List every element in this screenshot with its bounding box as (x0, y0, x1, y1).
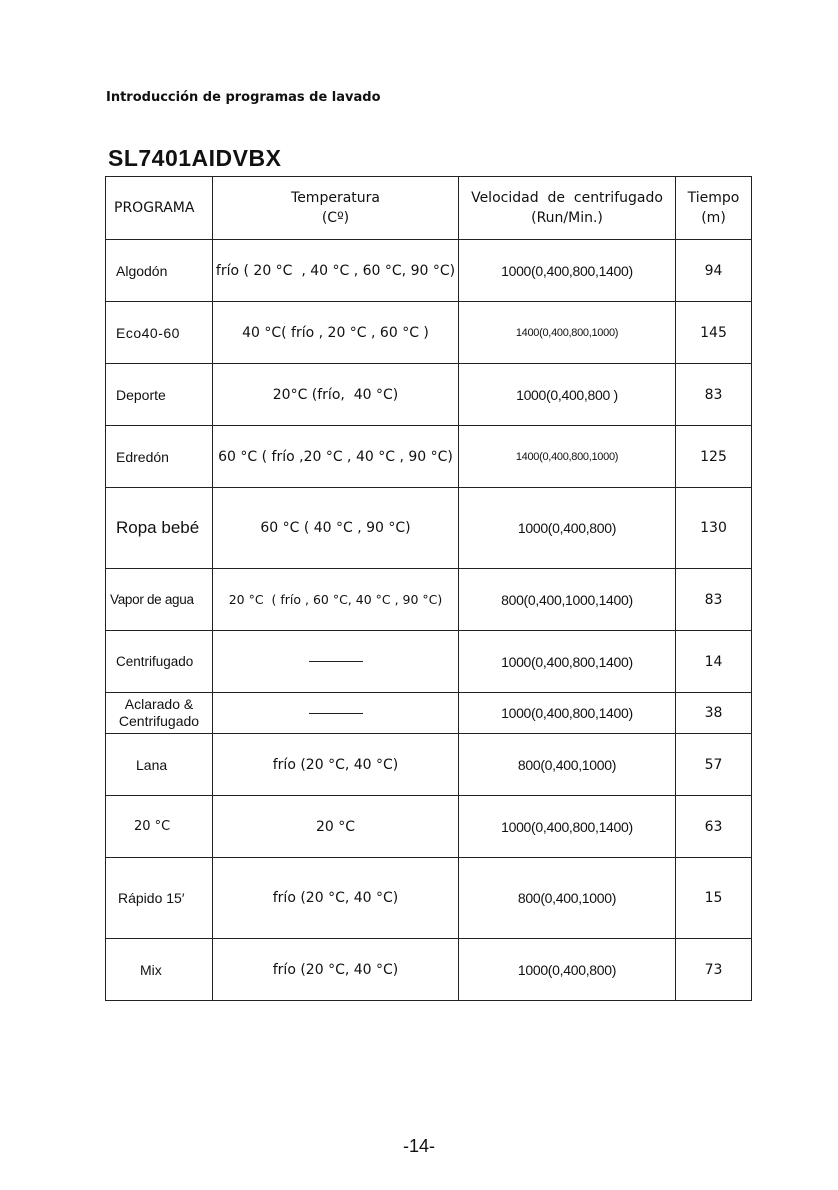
cell-velocidad: 800(0,400,1000) (459, 734, 676, 796)
cell-temperatura: 60 °C ( frío ,20 °C , 40 °C , 90 °C) (213, 426, 459, 488)
cell-programa: Centrifugado (106, 631, 213, 693)
cell-velocidad: 1000(0,400,800,1400) (459, 631, 676, 693)
model-title: SL7401AIDVBX (108, 145, 282, 171)
table-row (106, 693, 752, 734)
table-row (106, 426, 752, 488)
programs-table (105, 176, 752, 1001)
cell-velocidad: 1000(0,400,800 ) (459, 364, 676, 426)
header-tiempo-line1: Tiempo (687, 190, 740, 206)
header-velocidad-line2: (Run/Min.) (531, 210, 603, 226)
cell-tiempo: 130 (676, 488, 752, 569)
header-velocidad-line1: Velocidad de centrifugado (471, 190, 663, 206)
cell-tiempo: 15 (676, 858, 752, 939)
cell-tiempo: 125 (676, 426, 752, 488)
cell-tiempo: 57 (676, 734, 752, 796)
table-header-row (106, 177, 752, 240)
empty-temperature-dash (309, 713, 363, 714)
cell-velocidad: 1000(0,400,800) (459, 939, 676, 1001)
header-programa: PROGRAMA (106, 177, 213, 240)
cell-velocidad: 1000(0,400,800,1400) (459, 693, 676, 734)
cell-tiempo: 83 (676, 364, 752, 426)
cell-temperatura: 20°C (frío, 40 °C) (213, 364, 459, 426)
cell-temperatura: 20 °C (213, 796, 459, 858)
cell-temperatura: frío (20 °C, 40 °C) (213, 858, 459, 939)
cell-tiempo: 38 (676, 693, 752, 734)
header-tiempo-line2: (m) (701, 210, 726, 226)
header-temperatura-line2: (Cº) (321, 210, 350, 226)
cell-programa: Mix (106, 939, 213, 1001)
cell-temperatura: 40 °C( frío , 20 °C , 60 °C ) (213, 302, 459, 364)
cell-temperatura: 20 °C ( frío , 60 °C, 40 °C , 90 °C) (213, 569, 459, 631)
table-row (106, 488, 752, 569)
table-row (106, 364, 752, 426)
cell-velocidad: 800(0,400,1000) (459, 858, 676, 939)
table-row (106, 569, 752, 631)
cell-programa (106, 693, 213, 734)
header-velocidad (459, 177, 676, 240)
table-row (106, 796, 752, 858)
table-row (106, 939, 752, 1001)
cell-temperatura (213, 693, 459, 734)
cell-velocidad: 1400(0,400,800,1000) (459, 302, 676, 364)
table-row (106, 858, 752, 939)
cell-programa: Vapor de agua (106, 569, 213, 631)
cell-programa: Ropa bebé (106, 488, 213, 569)
cell-velocidad: 800(0,400,1000,1400) (459, 569, 676, 631)
cell-programa: Edredón (106, 426, 213, 488)
cell-temperatura: frío ( 20 °C , 40 °C , 60 °C, 90 °C) (213, 240, 459, 302)
cell-programa: Eco40-60 (106, 302, 213, 364)
section-title: Introducción de programas de lavado (106, 90, 381, 105)
cell-velocidad: 1000(0,400,800,1400) (459, 796, 676, 858)
cell-programa: Deporte (106, 364, 213, 426)
cell-temperatura (213, 631, 459, 693)
empty-temperature-dash (309, 661, 363, 662)
header-tiempo (676, 177, 752, 240)
cell-tiempo: 145 (676, 302, 752, 364)
cell-temperatura: frío (20 °C, 40 °C) (213, 939, 459, 1001)
table-row (106, 240, 752, 302)
cell-velocidad: 1000(0,400,800) (459, 488, 676, 569)
cell-tiempo: 73 (676, 939, 752, 1001)
cell-velocidad: 1400(0,400,800,1000) (459, 426, 676, 488)
cell-programa-line1: Aclarado & (124, 696, 194, 712)
cell-tiempo: 14 (676, 631, 752, 693)
cell-tiempo: 94 (676, 240, 752, 302)
cell-programa-line2: Centrifugado (118, 713, 200, 729)
header-temperatura (213, 177, 459, 240)
cell-programa: Lana (106, 734, 213, 796)
table-row (106, 302, 752, 364)
cell-programa: Rápido 15′ (106, 858, 213, 939)
cell-temperatura: 60 °C ( 40 °C , 90 °C) (213, 488, 459, 569)
cell-programa: 20 °C (106, 796, 213, 858)
cell-tiempo: 83 (676, 569, 752, 631)
cell-velocidad: 1000(0,400,800,1400) (459, 240, 676, 302)
cell-temperatura: frío (20 °C, 40 °C) (213, 734, 459, 796)
table-row (106, 734, 752, 796)
cell-tiempo: 63 (676, 796, 752, 858)
header-temperatura-line1: Temperatura (291, 190, 380, 206)
page-number: -14- (402, 1136, 435, 1156)
cell-programa: Algodón (106, 240, 213, 302)
table-row (106, 631, 752, 693)
